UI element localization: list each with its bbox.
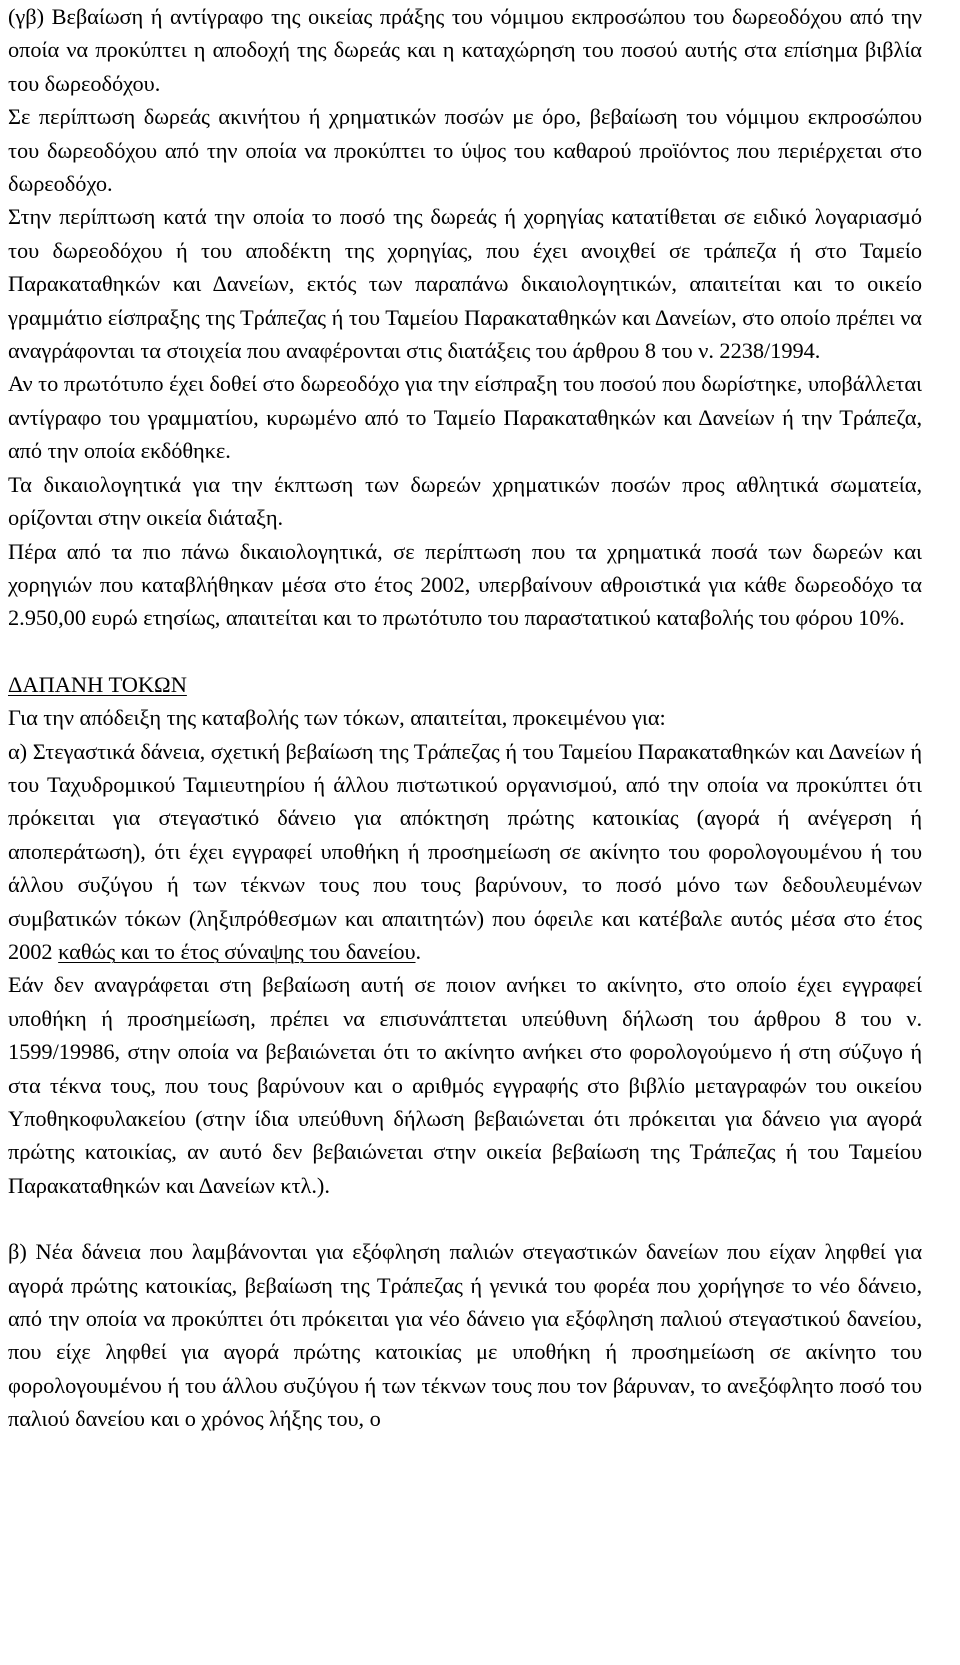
paragraph-gb-certificate: (γβ) Βεβαίωση ή αντίγραφο της οικείας πράξης του νόμιμου εκπροσώπου του δωρεοδόχου από την οποία να προκύπτει η αποδοχή της δωρεάς και η καταχώρηση του ποσού αυτής στα επίσημα βιβλία του δωρεοδόχου. xyxy=(8,4,922,96)
alpha-paragraph-end: . xyxy=(415,938,422,964)
paragraph-tax-10-percent: Πέρα από τα πιο πάνω δικαιολογητικά, σε περίπτωση που τα χρηματικά ποσά των δωρεών και χορηγιών που καταβλήθηκαν μέσα στο έτος 2002, υπερβαίνουν αθροιστικά για κάθε δωρεοδόχο τα 2.950,00 ευρώ ετησίως, απαιτείται και το πρωτότυπο του παραστατικού καταβολής του φόρου 10%. xyxy=(8,538,922,631)
paragraph-conditional-donation: Σε περίπτωση δωρεάς ακινήτου ή χρηματικών ποσών με όρο, βεβαίωση του νόμιμου εκπροσώπου του δωρεοδόχου από την οποία να προκύπτει το ύψος του καθαρού προϊόντος που περιέρχεται στο δωρεοδόχο. xyxy=(8,104,922,197)
blank-line xyxy=(8,1202,922,1235)
paragraph-property-registration: Εάν δεν αναγράφεται στη βεβαίωση αυτή σε ποιον ανήκει το ακίνητο, στο οποίο έχει εγγραφεί υποθήκη ή προσημείωση, πρέπει να επισυνάπτεται υπεύθυνη δήλωση του άρθρου 8 του ν. 1599/19986, στην οποία να βεβαιώνεται ότι το ακίνητο ανήκει στο φορολογούμενο ή στη σύζυγο ή στα τέκνα τους, που τους βαρύνουν και ο αριθμός εγγραφής στο βιβλίο μεταγραφών του οικείου Υποθηκοφυλακείου (στην ίδια υπεύθυνη δήλωση βεβαιώνεται ότι πρόκειται για δάνειο για αγορά πρώτης κατοικίας, αν αυτό δεν βεβαιώνεται στην οικεία βεβαίωση της Τράπεζας ή του Ταμείου Παρακαταθηκών και Δανείων κτλ.). xyxy=(8,972,922,1198)
alpha-paragraph-underlined: καθώς και το έτος σύναψης του δανείου xyxy=(58,938,416,964)
paragraph-alpha-housing-loans xyxy=(8,735,922,969)
blank-line xyxy=(8,635,922,668)
section-heading: ΔΑΠΑΝΗ ΤΟΚΩΝ xyxy=(8,671,187,697)
intro-line: Για την απόδειξη της καταβολής των τόκων, απαιτείται, προκειμένου για: xyxy=(8,705,666,731)
paragraph-beta-refinancing: β) Νέα δάνεια που λαμβάνονται για εξόφληση παλιών στεγαστικών δανείων που είχαν ληφθεί για αγορά πρώτης κατοικίας, βεβαίωση της Τράπεζας ή γενικά του φορέα που χορήγησε το νέο δάνειο, από την οποία να προκύπτει ότι πρόκειται για νέο δάνειο για εξόφληση παλιού στεγαστικού δανείου, που είχε ληφθεί για αγορά πρώτης κατοικίας με υποθήκη ή προσημείωση σε ακίνητο του φορολογουμένου ή του άλλου συζύγου ή των τέκνων τους που τον βάρυναν, το ανεξόφλητο ποσό του παλιού δανείου και ο χρόνος λήξης του, ο xyxy=(8,1239,922,1432)
alpha-paragraph-text: α) Στεγαστικά δάνεια, σχετική βεβαίωση της Τράπεζας ή του Ταμείου Παρακαταθηκών και Δανείων ή του Ταχυδρομικού Ταμιευτηρίου ή άλλου πιστωτικού οργανισμού, από την οποία να προκύπτει ότι πρόκειται για στεγαστικό δάνειο για απόκτηση πρώτης κατοικίας (αγορά ή ανέγερση ή αποπεράτωση), ότι έχει εγγραφεί υποθήκη ή προσημείωση σε ακίνητο του φορολογουμένου ή του άλλου συζύγου ή των τέκνων τους που τους βαρύνουν, το ποσό μόνο των δεδουλευμένων συμβατικών τόκων (ληξιπρόθεσμων και απαιτητών) που όφειλε και κατέβαλε αυτός μέσα στο έτος 2002 xyxy=(8,738,922,964)
paragraph-sports-clubs: Τα δικαιολογητικά για την έκπτωση των δωρεών χρηματικών ποσών προς αθλητικά σωματεία, ορίζονται στην οικεία διάταξη. xyxy=(8,471,922,531)
paragraph-original-receipt: Αν το πρωτότυπο έχει δοθεί στο δωρεοδόχο για την είσπραξη του ποσού που δωρίστηκε, υποβάλλεται αντίγραφο του γραμματίου, κυρωμένο από το Ταμείο Παρακαταθηκών και Δανείων ή την Τράπεζα, από την οποία εκδόθηκε. xyxy=(8,371,922,464)
paragraph-special-account: Στην περίπτωση κατά την οποία το ποσό της δωρεάς ή χορηγίας κατατίθεται σε ειδικό λογαριασμό του δωρεοδόχου ή του αποδέκτη της χορηγίας, που έχει ανοιχθεί σε τράπεζα ή στο Ταμείο Παρακαταθηκών και Δανείων, εκτός των παραπάνω δικαιολογητικών, απαιτείται και το οικείο γραμμάτιο είσπραξης της Τράπεζας ή του Ταμείου Παρακαταθηκών και Δανείων, στο οποίο πρέπει να αναγράφονται τα στοιχεία που αναφέρονται στις διατάξεις του άρθρου 8 του ν. 2238/1994. xyxy=(8,204,922,364)
